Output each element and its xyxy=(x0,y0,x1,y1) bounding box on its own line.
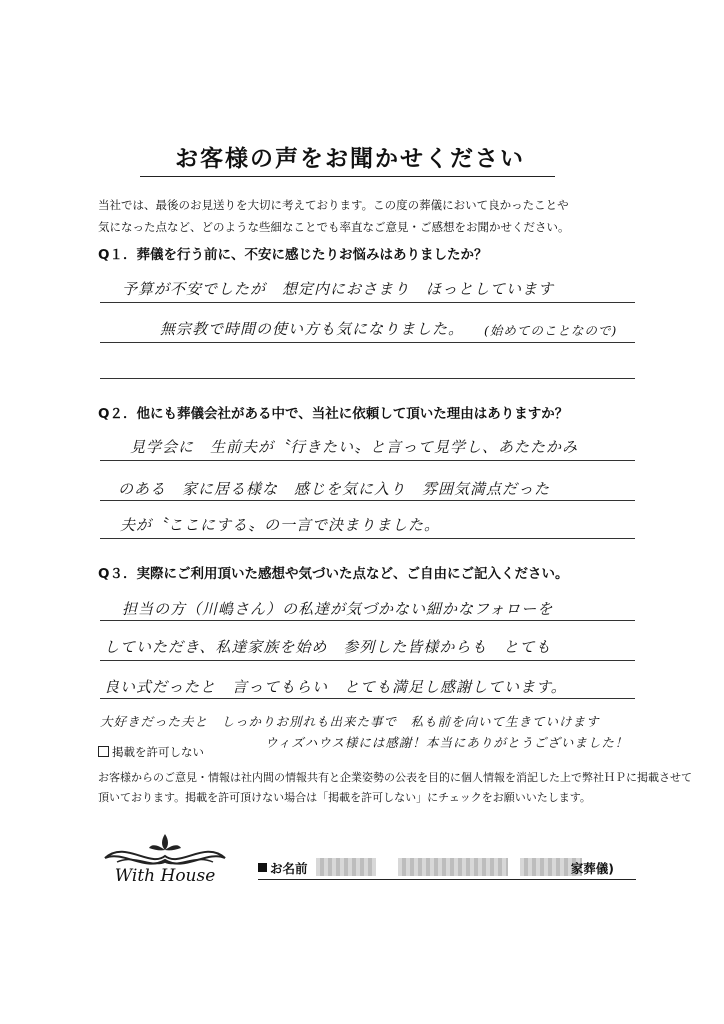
answer-3-line-2: していただき、私達家族を始め 参列した皆様からも とても xyxy=(104,638,552,656)
answer-2-line-2: のある 家に居る様な 感じを気に入り 雰囲気満点だった xyxy=(118,480,551,498)
name-bullet-icon xyxy=(258,863,267,872)
answer-3-line-1: 担当の方（川嶋さん）の私達が気づかない細かなフォローを xyxy=(122,600,554,618)
question-2: Q２．他にも葬儀会社がある中で、当社に依頼して頂いた理由はありますか？ xyxy=(98,406,569,422)
name-label: お名前 xyxy=(270,861,308,876)
permit-checkbox[interactable] xyxy=(98,746,109,757)
answer-rule xyxy=(100,378,635,379)
answer-rule xyxy=(100,460,635,461)
privacy-note xyxy=(98,768,692,808)
answer-3-line-3: 良い式だったと 言ってもらい とても満足し感謝しています。 xyxy=(104,678,567,696)
redacted-name-block xyxy=(316,858,376,876)
answer-rule xyxy=(100,342,635,343)
company-logo xyxy=(95,828,235,890)
logo-wordmark: With House xyxy=(114,866,216,886)
answer-rule xyxy=(100,698,635,699)
intro-text xyxy=(98,194,638,238)
answer-3-line-4: 大好きだった夫と しっかりお別れも出来た事で 私も前を向いて生きていけます xyxy=(100,714,600,729)
lotus-ornament-icon xyxy=(95,828,235,870)
customer-name-field xyxy=(258,858,636,880)
note-line: お客様からのご意見・情報は社内間の情報共有と企業姿勢の公表を目的に個人情報を消記した上で弊社ＨＰに掲載させて xyxy=(98,771,692,784)
answer-rule xyxy=(100,660,635,661)
intro-line: 気になった点など、どのような些細なことでも率直なご意見・ご感想をお聞かせください。 xyxy=(98,220,570,234)
answer-1-line-1: 予算が不安でしたが 想定内におさまり ほっとしています xyxy=(122,280,555,298)
permit-label: 掲載を許可しない xyxy=(112,745,204,759)
name-underline xyxy=(258,879,636,880)
answer-1-line-3: (始めてのことなので) xyxy=(484,323,618,338)
note-line: 頂いております。掲載を許可頂けない場合は「掲載を許可しない」にチェックをお願いいたします。 xyxy=(98,791,591,804)
redacted-name-block xyxy=(398,858,508,876)
answer-rule xyxy=(100,500,635,501)
question-1: Q１．葬儀を行う前に、不安に感じたりお悩みはありましたか？ xyxy=(98,247,488,263)
intro-line: 当社では、最後のお見送りを大切に考えております。この度の葬儀において良かったことや xyxy=(98,198,569,212)
title-underline xyxy=(140,176,555,177)
answer-3-line-5: ウィズハウス様には感謝！本当にありがとうございました！ xyxy=(265,735,629,750)
page-title: お客様の声をお聞かせください xyxy=(175,145,525,172)
answer-1-line-2: 無宗教で時間の使い方も気になりました。 xyxy=(160,320,465,338)
answer-2-line-3: 夫が〝ここにする〟の一言で決まりました。 xyxy=(120,516,441,534)
permit-checkbox-row[interactable] xyxy=(98,744,204,760)
answer-rule xyxy=(100,620,635,621)
name-suffix: 家葬儀) xyxy=(570,861,614,876)
answer-rule xyxy=(100,302,635,303)
answer-2-line-1: 見学会に 生前夫が〝行きたい〟と言って見学し、あたたかみ xyxy=(130,438,579,456)
answer-rule xyxy=(100,538,635,539)
question-3: Q３．実際にご利用頂いた感想や気づいた点など、ご自由にご記入ください。 xyxy=(98,566,569,582)
